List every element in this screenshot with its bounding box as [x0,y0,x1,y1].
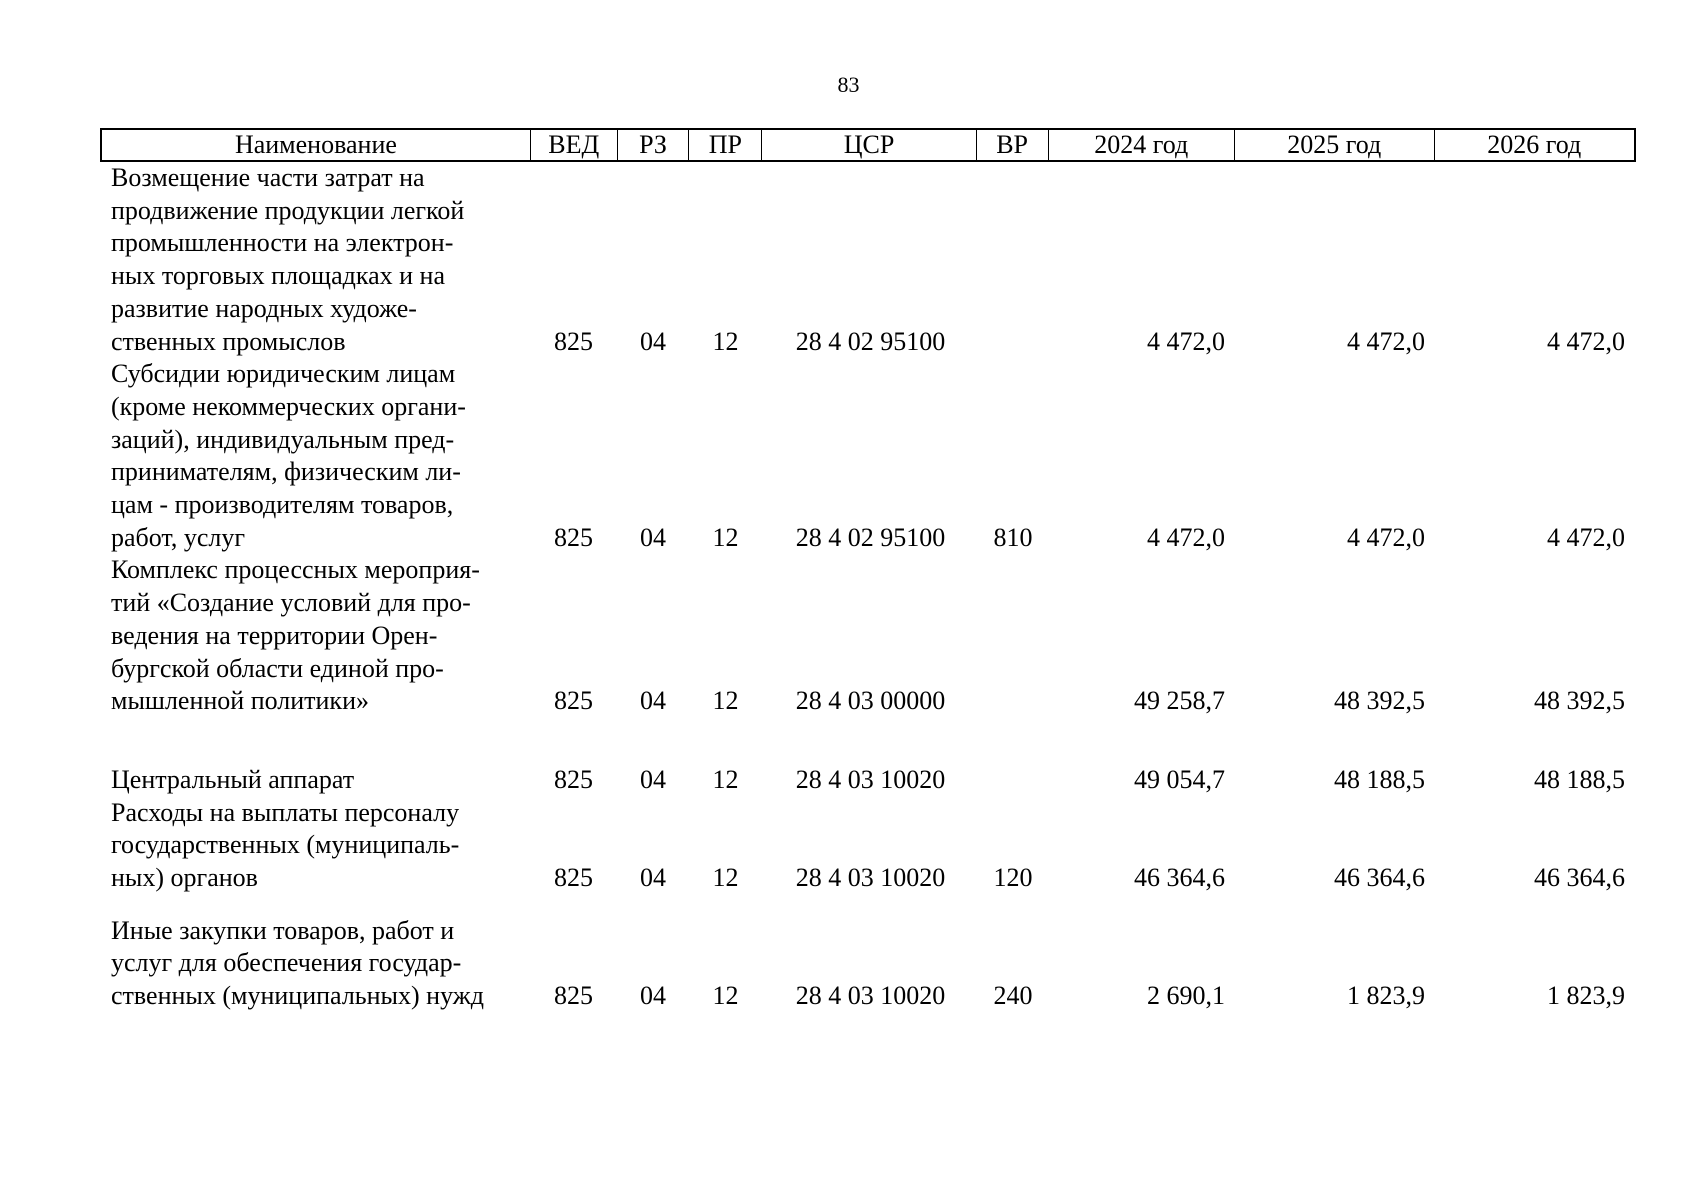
row-2026: 46 364,6 [1534,863,1625,893]
row-name: Иные закупки товаров, работ и услуг для обеспечения государ- ственных (муниципальных) нужд [111,915,484,1011]
row-pr: 12 [712,686,739,716]
row-csr: 28 4 02 95100 [795,522,946,552]
row-2024: 4 472,0 [1147,522,1225,552]
row-2026: 48 188,5 [1534,764,1625,794]
row-csr: 28 4 03 10020 [795,981,946,1011]
row-rz: 04 [640,764,666,794]
row-csr: 28 4 02 95100 [795,326,946,356]
row-2026: 4 472,0 [1547,522,1625,552]
row-2026: 1 823,9 [1547,981,1625,1011]
row-rz: 04 [640,981,666,1011]
table-row [100,554,1636,718]
row-2025: 4 472,0 [1347,522,1425,552]
header-csr: ЦСР [762,130,976,160]
row-rz: 04 [640,326,666,356]
row-ved: 825 [554,686,593,716]
row-rz: 04 [640,522,666,552]
row-ved: 825 [554,522,593,552]
row-pr: 12 [712,981,739,1011]
row-csr: 28 4 03 10020 [795,764,946,794]
table-row [100,764,1636,797]
row-2024: 4 472,0 [1147,326,1225,356]
header-2026: 2026 год [1487,130,1582,159]
row-2025: 48 188,5 [1334,764,1425,794]
table-row [100,915,1636,1013]
header-2025: 2025 год [1235,130,1434,160]
row-csr: 28 4 03 00000 [795,686,946,716]
row-2024: 49 258,7 [1134,686,1225,716]
table-row [100,358,1636,554]
row-2025: 4 472,0 [1347,326,1425,356]
header-vr: ВР [977,130,1049,160]
row-vr: 120 [993,863,1033,893]
row-name: Центральный аппарат [111,764,355,794]
header-rz: РЗ [618,130,690,160]
row-name: Расходы на выплаты персоналу государственных (муниципаль- ных) органов [111,797,460,893]
row-pr: 12 [712,863,739,893]
table-row [100,162,1636,358]
row-2025: 48 392,5 [1334,686,1425,716]
row-2025: 1 823,9 [1347,981,1425,1011]
row-vr: 240 [993,981,1033,1011]
row-pr: 12 [712,764,739,794]
row-2026: 4 472,0 [1547,326,1625,356]
row-2025: 46 364,6 [1334,863,1425,893]
row-vr: 810 [993,522,1033,552]
row-2026: 48 392,5 [1534,686,1625,716]
row-ved: 825 [554,981,593,1011]
row-name: Субсидии юридическим лицам (кроме некоммерческих органи- заций), индивидуальным пред- принимателям, физическим ли- цам - производителям товаров, работ, услуг [111,359,466,552]
row-ved: 825 [554,764,593,794]
row-pr: 12 [712,522,739,552]
row-ved: 825 [554,326,593,356]
header-2024: 2024 год [1049,130,1236,160]
row-rz: 04 [640,686,666,716]
row-pr: 12 [712,326,739,356]
table-header [100,128,1636,162]
header-pr: ПР [689,130,762,160]
row-rz: 04 [640,863,666,893]
table-body [100,162,1636,1013]
row-name: Комплекс процессных мероприя- тий «Создание условий для про- ведения на территории Орен- бургской области единой про- мышленной политики» [111,555,480,716]
row-2024: 2 690,1 [1147,981,1225,1011]
header-name: Наименование [102,130,531,160]
page-number: 83 [837,72,860,97]
row-ved: 825 [554,863,593,893]
row-2024: 49 054,7 [1134,764,1225,794]
table-row [100,797,1636,895]
row-2024: 46 364,6 [1134,863,1225,893]
row-csr: 28 4 03 10020 [795,863,946,893]
row-name: Возмещение части затрат на продвижение продукции легкой промышленности на электрон- ных торговых площадках и на развитие народных художе- ственных промыслов [111,163,465,356]
header-ved: ВЕД [531,130,618,160]
